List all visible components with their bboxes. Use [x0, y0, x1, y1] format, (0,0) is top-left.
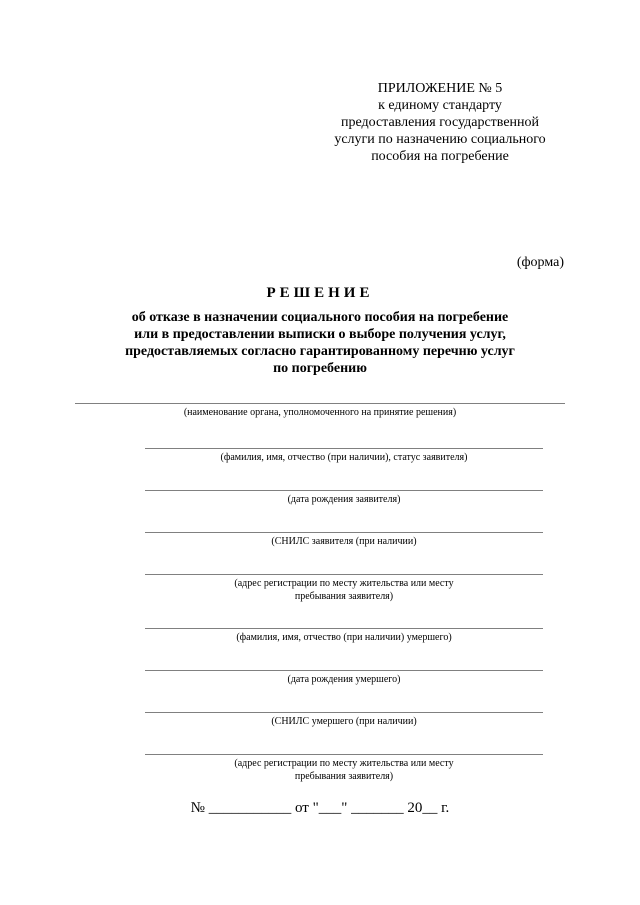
form-label: (форма) [516, 255, 564, 270]
applicant-address-line[interactable] [145, 574, 543, 575]
appendix-block [300, 80, 580, 165]
appendix-line: ПРИЛОЖЕНИЕ № 5 [377, 81, 503, 96]
authority-name-caption: (наименование органа, уполномоченного на принятие решения) [183, 407, 457, 418]
appendix-line: предоставления государственной [340, 115, 540, 130]
appendix-line: к единому стандарту [378, 98, 502, 113]
subtitle-line: или в предоставлении выписки о выборе получения услуг, [134, 327, 506, 342]
applicant-address-caption: (адрес регистрации по месту жительства или месту пребывания заявителя) [234, 578, 454, 602]
deceased-birthdate-line[interactable] [145, 670, 543, 671]
deceased-snils-line[interactable] [145, 712, 543, 713]
deceased-name-line[interactable] [145, 628, 543, 629]
authority-name-line[interactable] [75, 403, 565, 404]
applicant-snils-line[interactable] [145, 532, 543, 533]
appendix-line: пособия на погребение [371, 149, 509, 164]
deceased-birthdate-caption: (дата рождения умершего) [287, 674, 401, 685]
decision-number-date: № ___________ от "___" _______ 20__ г. [190, 800, 450, 816]
applicant-birthdate-line[interactable] [145, 490, 543, 491]
deceased-snils-caption: (СНИЛС умершего (при наличии) [271, 716, 417, 727]
applicant-snils-caption: (СНИЛС заявителя (при наличии) [271, 536, 417, 547]
appendix-line: услуги по назначению социального [334, 132, 546, 147]
deceased-address-line[interactable] [145, 754, 543, 755]
applicant-name-caption: (фамилия, имя, отчество (при наличии), статус заявителя) [220, 452, 468, 463]
document-subtitle [80, 309, 560, 377]
document-title: РЕШЕНИЕ [266, 285, 374, 301]
deceased-name-caption: (фамилия, имя, отчество (при наличии) умершего) [236, 632, 452, 643]
subtitle-line: предоставляемых согласно гарантированному перечню услуг [125, 344, 515, 359]
applicant-name-line[interactable] [145, 448, 543, 449]
subtitle-line: об отказе в назначении социального пособия на погребение [131, 310, 509, 325]
deceased-address-caption: (адрес регистрации по месту жительства или месту пребывания заявителя) [234, 758, 454, 782]
subtitle-line: по погребению [273, 361, 367, 376]
applicant-birthdate-caption: (дата рождения заявителя) [287, 494, 401, 505]
